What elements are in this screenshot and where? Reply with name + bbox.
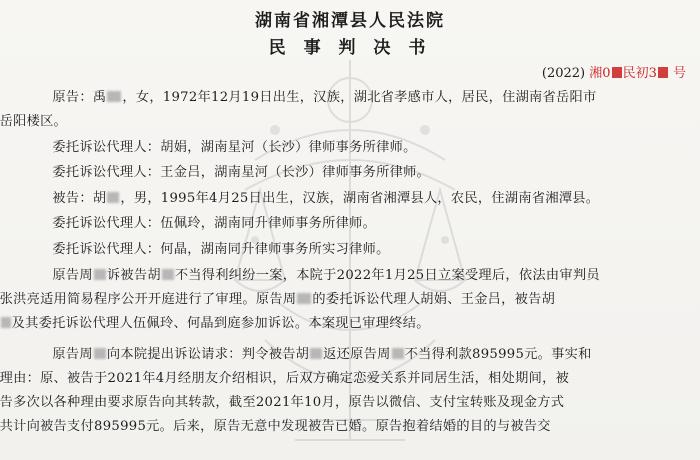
redaction-mark: [612, 67, 622, 78]
agent-paragraph-1: 委托诉讼代理人：胡娟，湖南星河（长沙）律师事务所律师。: [52, 140, 417, 155]
plaintiff-details: ，女，1972年12月19日出生，汉族，湖北省孝感市人，居民，住湖南省岳阳市: [122, 90, 597, 105]
text-run: 原告周: [52, 268, 93, 283]
case-number: [542, 62, 686, 81]
case-year: (2022): [541, 66, 586, 81]
text-run: 的委托诉讼代理人胡娟、王金吕，被告胡: [312, 292, 556, 307]
redaction-mark: [297, 293, 311, 304]
redaction-mark: [94, 348, 106, 359]
redaction-mark: [392, 348, 404, 359]
text-run: 及其委托诉讼代理人伍佩玲、何晶到庭参加诉讼。本案现已审理终结。: [11, 316, 430, 331]
claim-paragraph: [0, 343, 686, 439]
agent-paragraph-4: 委托诉讼代理人：何晶，湖南同升律师事务所实习律师。: [52, 242, 390, 257]
text-run: 诉被告胡: [106, 268, 161, 283]
plaintiff-paragraph: [0, 86, 686, 134]
case-suffix: 号: [672, 66, 686, 81]
redaction-mark: [162, 269, 174, 280]
defendant-details: ，男，1995年4月25日出生，汉族，湖南省湘潭县人，农民，住湖南省湘潭县。: [120, 191, 600, 206]
text-run: 向本院提出诉讼请求：判令被告胡: [106, 347, 310, 362]
court-name: 湖南省湘潭县人民法院: [255, 11, 445, 31]
text-run: 原告周: [52, 347, 93, 362]
agent-paragraph-3: 委托诉讼代理人：伍佩玲，湖南同升律师事务所律师。: [52, 216, 377, 231]
defendant-label: 被告：胡: [52, 191, 107, 206]
agent-paragraph-2: 委托诉讼代理人：王金吕，湖南星河（长沙）律师事务所律师。: [52, 165, 431, 180]
defendant-paragraph: [26, 187, 686, 211]
case-prefix: 湘0: [589, 66, 611, 81]
plaintiff-label: 原告：禹: [52, 90, 107, 105]
redaction-mark: [107, 192, 119, 203]
text-run: 张洪亮适用简易程序公开开庭进行了审理。原告周: [0, 292, 297, 307]
redaction-mark: [94, 269, 106, 280]
case-intro-paragraph: [0, 264, 686, 336]
text-line: 告多次以各种理由要求原告向其转款，截至2021年10月，原告以微信、支付宝转账及现金方式: [0, 395, 565, 410]
case-mid: 民初3: [622, 66, 657, 81]
text-line: 共计向被告支付895995元。后来，原告无意中发现被告已婚。原告抱着结婚的目的与被告交: [0, 419, 551, 434]
text-run: 不当得利款895995元。事实和: [404, 347, 592, 362]
document-title: 民 事 判 决 书: [268, 38, 432, 58]
redaction-mark: [658, 67, 668, 78]
redaction-mark: [310, 348, 322, 359]
text-run: 返还原告周: [323, 347, 391, 362]
redaction-mark: [107, 91, 121, 102]
text-run: 不当得利纠纷一案，本院于2022年1月25日立案受理后，依法由审判员: [174, 268, 600, 283]
text-line: 理由：原、被告于2021年4月经朋友介绍相识，后双方确定恋爱关系并同居生活，相处期间，被: [0, 371, 570, 386]
plaintiff-address-cont: 岳阳楼区。: [0, 114, 68, 129]
redaction-mark: [1, 317, 11, 328]
